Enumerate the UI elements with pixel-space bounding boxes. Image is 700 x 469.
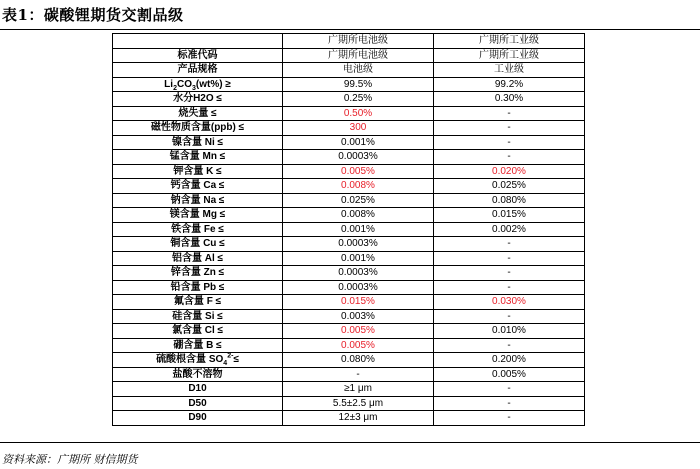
- row-label-cell: D10: [113, 382, 283, 397]
- table-row: [113, 179, 585, 194]
- table-row: [113, 164, 585, 179]
- table-row: [113, 309, 585, 324]
- row-label-cell: [113, 353, 283, 368]
- industrial-grade-value: 99.2%: [434, 77, 585, 92]
- table-row: [113, 92, 585, 107]
- row-label-cell: D50: [113, 396, 283, 411]
- row-label-cell: 盐酸不溶物: [113, 367, 283, 382]
- row-label-cell: 烧失量 ≤: [113, 106, 283, 121]
- table-row: [113, 135, 585, 150]
- row-label-part: CO: [176, 78, 192, 90]
- table-row: [113, 208, 585, 223]
- header-value-cell: 工业级: [434, 63, 585, 78]
- table-row: [113, 77, 585, 92]
- industrial-grade-value: -: [434, 382, 585, 397]
- header-row: [113, 48, 585, 63]
- title-bar: [0, 0, 700, 30]
- battery-grade-value: 0.001%: [283, 222, 434, 237]
- row-label-cell: 氟含量 F ≤: [113, 295, 283, 310]
- industrial-grade-value: -: [434, 135, 585, 150]
- source-note: 资料来源：广期所 财信期货: [2, 453, 138, 466]
- row-label-part: 2: [173, 84, 177, 92]
- table-row: [113, 338, 585, 353]
- row-label-cell: 铅含量 Pb ≤: [113, 280, 283, 295]
- row-label-cell: 硅含量 Si ≤: [113, 309, 283, 324]
- battery-grade-value: 0.0003%: [283, 280, 434, 295]
- header-value-cell: 广期所工业级: [434, 34, 585, 49]
- battery-grade-value: 0.005%: [283, 324, 434, 339]
- table-row: [113, 353, 585, 368]
- battery-grade-value: 0.0003%: [283, 266, 434, 281]
- industrial-grade-value: -: [434, 338, 585, 353]
- battery-grade-value: 0.025%: [283, 193, 434, 208]
- battery-grade-value: 12±3 μm: [283, 411, 434, 426]
- row-label-cell: 钙含量 Ca ≤: [113, 179, 283, 194]
- row-label-cell: 氯含量 Cl ≤: [113, 324, 283, 339]
- row-label-cell: 锰含量 Mn ≤: [113, 150, 283, 165]
- battery-grade-value: -: [283, 367, 434, 382]
- industrial-grade-value: -: [434, 266, 585, 281]
- industrial-grade-value: -: [434, 411, 585, 426]
- row-label-cell: [113, 77, 283, 92]
- row-label-cell: 磁性物质含量(ppb) ≤: [113, 121, 283, 136]
- battery-grade-value: 0.015%: [283, 295, 434, 310]
- table-row: [113, 382, 585, 397]
- industrial-grade-value: -: [434, 121, 585, 136]
- industrial-grade-value: -: [434, 309, 585, 324]
- industrial-grade-value: -: [434, 396, 585, 411]
- table-title: 表1：碳酸锂期货交割品级: [2, 6, 184, 24]
- battery-grade-value: 0.0003%: [283, 150, 434, 165]
- battery-grade-value: 99.5%: [283, 77, 434, 92]
- table-row: [113, 280, 585, 295]
- industrial-grade-value: 0.30%: [434, 92, 585, 107]
- table-row: [113, 150, 585, 165]
- row-label-part: (wt%) ≥: [195, 78, 231, 90]
- industrial-grade-value: 0.002%: [434, 222, 585, 237]
- industrial-grade-value: -: [434, 251, 585, 266]
- industrial-grade-value: 0.080%: [434, 193, 585, 208]
- table-row: [113, 266, 585, 281]
- row-label-cell: D90: [113, 411, 283, 426]
- battery-grade-value: 0.003%: [283, 309, 434, 324]
- table-row: [113, 396, 585, 411]
- table-row: [113, 251, 585, 266]
- battery-grade-value: ≥1 μm: [283, 382, 434, 397]
- industrial-grade-value: 0.025%: [434, 179, 585, 194]
- row-label-part: 2-: [227, 352, 234, 360]
- row-label-part: Li: [164, 78, 174, 90]
- footer: [0, 442, 700, 469]
- table-row: [113, 295, 585, 310]
- row-label-cell: 钾含量 K ≤: [113, 164, 283, 179]
- row-label-part: ≤: [233, 354, 239, 366]
- row-label-cell: 钠含量 Na ≤: [113, 193, 283, 208]
- table-row: [113, 324, 585, 339]
- table-row: [113, 121, 585, 136]
- industrial-grade-value: 0.015%: [434, 208, 585, 223]
- row-label-cell: 铜含量 Cu ≤: [113, 237, 283, 252]
- battery-grade-value: 0.25%: [283, 92, 434, 107]
- industrial-grade-value: 0.030%: [434, 295, 585, 310]
- battery-grade-value: 0.001%: [283, 251, 434, 266]
- industrial-grade-value: 0.020%: [434, 164, 585, 179]
- row-label-cell: 铁含量 Fe ≤: [113, 222, 283, 237]
- industrial-grade-value: -: [434, 106, 585, 121]
- row-label-cell: 水分H2O ≤: [113, 92, 283, 107]
- battery-grade-value: 5.5±2.5 μm: [283, 396, 434, 411]
- industrial-grade-value: 0.005%: [434, 367, 585, 382]
- header-row: [113, 34, 585, 49]
- row-label-cell: 镍含量 Ni ≤: [113, 135, 283, 150]
- industrial-grade-value: -: [434, 280, 585, 295]
- header-value-cell: 电池级: [283, 63, 434, 78]
- row-label-part: 硫酸根含量 SO: [156, 354, 224, 366]
- header-value-cell: 广期所电池级: [283, 48, 434, 63]
- table-row: [113, 411, 585, 426]
- delivery-grade-table: [112, 33, 585, 426]
- battery-grade-value: 0.0003%: [283, 237, 434, 252]
- row-label-cell: 镁含量 Mg ≤: [113, 208, 283, 223]
- table-row: [113, 237, 585, 252]
- table-row: [113, 367, 585, 382]
- industrial-grade-value: -: [434, 237, 585, 252]
- header-value-cell: 广期所工业级: [434, 48, 585, 63]
- table-row: [113, 222, 585, 237]
- row-label-part: 3: [191, 84, 196, 92]
- battery-grade-value: 0.005%: [283, 164, 434, 179]
- header-value-cell: 广期所电池级: [283, 34, 434, 49]
- industrial-grade-value: -: [434, 150, 585, 165]
- battery-grade-value: 0.008%: [283, 208, 434, 223]
- industrial-grade-value: 0.200%: [434, 353, 585, 368]
- battery-grade-value: 0.080%: [283, 353, 434, 368]
- header-row: [113, 63, 585, 78]
- battery-grade-value: 0.001%: [283, 135, 434, 150]
- battery-grade-value: 300: [283, 121, 434, 136]
- row-label-cell: 锌含量 Zn ≤: [113, 266, 283, 281]
- header-label-cell: 标准代码: [113, 48, 283, 63]
- industrial-grade-value: 0.010%: [434, 324, 585, 339]
- row-label-cell: 硼含量 B ≤: [113, 338, 283, 353]
- battery-grade-value: 0.005%: [283, 338, 434, 353]
- row-label-cell: 铝含量 Al ≤: [113, 251, 283, 266]
- header-label-cell: 产品规格: [113, 63, 283, 78]
- row-label-part: 4: [223, 360, 228, 367]
- table-row: [113, 106, 585, 121]
- table-row: [113, 193, 585, 208]
- battery-grade-value: 0.50%: [283, 106, 434, 121]
- battery-grade-value: 0.008%: [283, 179, 434, 194]
- header-label-cell: [113, 34, 283, 49]
